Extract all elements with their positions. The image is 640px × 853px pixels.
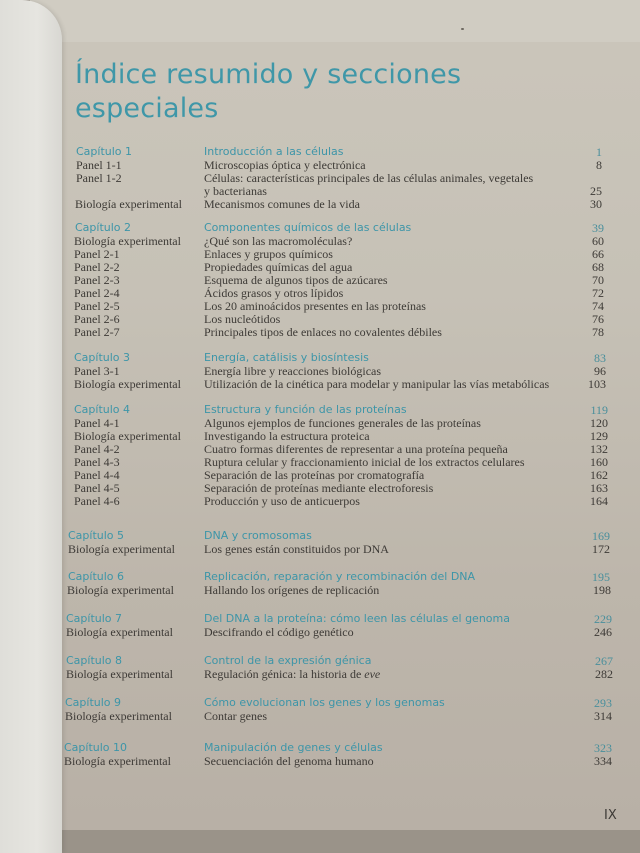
toc-entry bbox=[64, 626, 624, 639]
chapter-title: Del DNA a la proteína: cómo leen las células el genoma bbox=[204, 612, 510, 625]
entry-label: Biología experimental bbox=[74, 377, 181, 391]
page-bottom-shadow bbox=[30, 830, 640, 853]
entry-page: 120 bbox=[590, 416, 608, 430]
entry-page: 163 bbox=[590, 481, 608, 495]
chapter-label: Capítulo 7 bbox=[66, 612, 123, 625]
entry-text-italic: eve bbox=[364, 667, 381, 681]
entry-text: Principales tipos de enlaces no covalentes débiles bbox=[204, 325, 442, 339]
entry-text: Separación de proteínas mediante electroforesis bbox=[204, 481, 434, 495]
entry-label: Panel 2-7 bbox=[74, 325, 120, 339]
entry-text: Los nucleótidos bbox=[204, 312, 281, 326]
page-top-highlight bbox=[30, 0, 640, 42]
entry-label: Biología experimental bbox=[74, 429, 181, 443]
entry-page: 162 bbox=[590, 468, 608, 482]
toc-entry bbox=[64, 755, 624, 768]
entry-text: Los genes están constituidos por DNA bbox=[204, 542, 389, 556]
toc-entry bbox=[64, 710, 624, 723]
entry-text-continued: y bacterianas bbox=[204, 184, 267, 198]
chapter-label: Capítulo 9 bbox=[65, 696, 122, 709]
entry-label: Biología experimental bbox=[75, 197, 182, 211]
chapter-title: Energía, catálisis y biosíntesis bbox=[204, 351, 369, 364]
entry-text: Utilización de la cinética para modelar y manipular las vías metabólicas bbox=[204, 377, 550, 391]
entry-page: 334 bbox=[594, 754, 612, 768]
chapter-heading bbox=[64, 654, 624, 668]
entry-page: 198 bbox=[593, 583, 611, 597]
entry-label: Panel 4-5 bbox=[74, 481, 120, 495]
chapter-3-section bbox=[64, 351, 624, 391]
chapter-title: Componentes químicos de las células bbox=[204, 221, 412, 234]
chapter-title: DNA y cromosomas bbox=[204, 529, 312, 542]
chapter-heading bbox=[64, 145, 624, 159]
entry-label: Panel 1-2 bbox=[76, 171, 122, 185]
entry-page: 132 bbox=[590, 442, 608, 456]
chapter-title: Replicación, reparación y recombinación del DNA bbox=[204, 570, 476, 583]
chapter-page: 293 bbox=[594, 696, 612, 710]
entry-text: Esquema de algunos tipos de azúcares bbox=[204, 273, 388, 287]
chapter-label: Capítulo 10 bbox=[64, 741, 128, 754]
toc-entry bbox=[64, 300, 624, 313]
entry-page: 66 bbox=[592, 247, 604, 261]
entry-label: Panel 2-1 bbox=[74, 247, 120, 261]
entry-page: 103 bbox=[588, 377, 606, 391]
entry-text-roman: Regulación génica: la historia de bbox=[204, 667, 365, 681]
toc-entry bbox=[64, 172, 624, 185]
entry-label: Panel 4-3 bbox=[74, 455, 120, 469]
entry-page: 314 bbox=[594, 709, 612, 723]
chapter-title: Cómo evolucionan los genes y los genomas bbox=[204, 696, 445, 709]
entry-label: Biología experimental bbox=[66, 625, 173, 639]
entry-page: 129 bbox=[590, 429, 608, 443]
toc-entry bbox=[64, 235, 624, 248]
chapter-2-section bbox=[64, 221, 624, 339]
chapter-heading bbox=[64, 351, 624, 365]
entry-label: Panel 2-2 bbox=[74, 260, 120, 274]
chapter-label: Capítulo 2 bbox=[75, 221, 132, 234]
entry-text: Algunos ejemplos de funciones generales de las proteínas bbox=[204, 416, 481, 430]
chapter-heading bbox=[64, 741, 624, 755]
entry-text: Hallando los orígenes de replicación bbox=[204, 583, 380, 597]
entry-page: 76 bbox=[592, 312, 604, 326]
chapter-title: Manipulación de genes y células bbox=[204, 741, 383, 754]
entry-text: Mecanismos comunes de la vida bbox=[204, 197, 360, 211]
chapter-label: Capítulo 1 bbox=[76, 145, 133, 158]
entry-label: Biología experimental bbox=[64, 754, 171, 768]
entry-text: Ácidos grasos y otros lípidos bbox=[204, 286, 344, 300]
entry-text: Descifrando el código genético bbox=[204, 625, 354, 639]
chapter-page: 323 bbox=[594, 741, 612, 755]
toc-entry bbox=[64, 274, 624, 287]
chapter-page: 195 bbox=[592, 570, 610, 584]
entry-text: Microscopias óptica y electrónica bbox=[204, 158, 366, 172]
chapter-heading bbox=[64, 612, 624, 626]
entry-text: Secuenciación del genoma humano bbox=[204, 754, 374, 768]
entry-text: Propiedades químicas del agua bbox=[204, 260, 353, 274]
toc-entry bbox=[64, 495, 624, 508]
chapter-7-section bbox=[64, 612, 624, 639]
chapter-page: 1 bbox=[596, 145, 602, 159]
chapter-heading bbox=[64, 221, 624, 235]
chapter-title: Control de la expresión génica bbox=[204, 654, 372, 667]
entry-text: ¿Qué son las macromoléculas? bbox=[204, 234, 353, 248]
page-title bbox=[75, 58, 575, 126]
entry-text: Células: características principales de las células animales, vegetales bbox=[204, 171, 534, 185]
entry-label: Panel 4-2 bbox=[74, 442, 120, 456]
toc-entry bbox=[64, 326, 624, 339]
entry-text: Cuatro formas diferentes de representar a una proteína pequeña bbox=[204, 442, 508, 456]
turned-page-edge bbox=[0, 0, 62, 853]
entry-page: 246 bbox=[594, 625, 612, 639]
chapter-1-section bbox=[64, 145, 624, 211]
chapter-page: 83 bbox=[594, 351, 606, 365]
entry-page: 282 bbox=[595, 667, 613, 681]
toc-entry bbox=[64, 198, 624, 211]
entry-label: Panel 4-6 bbox=[74, 494, 120, 508]
chapter-page: 119 bbox=[590, 403, 608, 417]
toc-entry bbox=[64, 584, 624, 597]
entry-page: 164 bbox=[590, 494, 608, 508]
entry-page: 60 bbox=[592, 234, 604, 248]
entry-page: 68 bbox=[592, 260, 604, 274]
page-title-line-1: Índice resumido y secciones bbox=[75, 59, 462, 90]
entry-label: Biología experimental bbox=[74, 234, 181, 248]
entry-label: Panel 2-3 bbox=[74, 273, 120, 287]
paper-speck bbox=[461, 28, 464, 30]
entry-text: Contar genes bbox=[204, 709, 267, 723]
entry-page: 70 bbox=[592, 273, 604, 287]
entry-page: 25 bbox=[590, 184, 602, 198]
chapter-page: 39 bbox=[592, 221, 604, 235]
chapter-5-section bbox=[64, 529, 624, 556]
entry-text: Ruptura celular y fraccionamiento inicial de los extractos celulares bbox=[204, 455, 525, 469]
entry-label: Biología experimental bbox=[65, 709, 172, 723]
chapter-heading bbox=[64, 529, 624, 543]
chapter-label: Capítulo 6 bbox=[68, 570, 125, 583]
entry-label: Panel 2-6 bbox=[74, 312, 120, 326]
entry-page: 172 bbox=[592, 542, 610, 556]
chapter-label: Capítulo 4 bbox=[74, 403, 131, 416]
entry-text: Enlaces y grupos químicos bbox=[204, 247, 333, 261]
entry-label: Panel 3-1 bbox=[74, 364, 120, 378]
chapter-heading bbox=[64, 403, 624, 417]
chapter-6-section bbox=[64, 570, 624, 597]
entry-page: 8 bbox=[596, 158, 602, 172]
entry-page: 74 bbox=[592, 299, 604, 313]
entry-text: Producción y uso de anticuerpos bbox=[204, 494, 360, 508]
entry-page: 96 bbox=[594, 364, 606, 378]
page-number: IX bbox=[604, 808, 617, 823]
entry-label: Panel 4-4 bbox=[74, 468, 120, 482]
chapter-8-section bbox=[64, 654, 624, 681]
chapter-heading bbox=[64, 570, 624, 584]
toc-entry bbox=[64, 378, 624, 391]
page-title-line-2: especiales bbox=[75, 93, 219, 124]
chapter-label: Capítulo 3 bbox=[74, 351, 131, 364]
entry-page: 72 bbox=[592, 286, 604, 300]
entry-text: Separación de las proteínas por cromatografía bbox=[204, 468, 425, 482]
entry-text: Investigando la estructura proteica bbox=[204, 429, 370, 443]
chapter-heading bbox=[64, 696, 624, 710]
entry-text: Los 20 aminoácidos presentes en las proteínas bbox=[204, 299, 426, 313]
entry-label: Biología experimental bbox=[67, 583, 174, 597]
toc-entry bbox=[64, 543, 624, 556]
chapter-page: 229 bbox=[594, 612, 612, 626]
entry-page: 160 bbox=[590, 455, 608, 469]
entry-label: Panel 4-1 bbox=[74, 416, 120, 430]
entry-label: Panel 2-5 bbox=[74, 299, 120, 313]
entry-page: 78 bbox=[592, 325, 604, 339]
chapter-9-section bbox=[64, 696, 624, 723]
chapter-label: Capítulo 8 bbox=[66, 654, 123, 667]
chapter-page: 169 bbox=[592, 529, 610, 543]
chapter-4-section bbox=[64, 403, 624, 508]
entry-text: Energía libre y reacciones biológicas bbox=[204, 364, 382, 378]
chapter-title: Estructura y función de las proteínas bbox=[204, 403, 407, 416]
entry-label: Panel 1-1 bbox=[76, 158, 122, 172]
toc-entry bbox=[64, 668, 624, 681]
chapter-page: 267 bbox=[595, 654, 613, 668]
entry-text bbox=[204, 668, 380, 681]
entry-label: Panel 2-4 bbox=[74, 286, 120, 300]
chapter-label: Capítulo 5 bbox=[68, 529, 125, 542]
entry-label: Biología experimental bbox=[66, 667, 173, 681]
chapter-10-section bbox=[64, 741, 624, 768]
entry-page: 30 bbox=[590, 197, 602, 211]
entry-label: Biología experimental bbox=[68, 542, 175, 556]
chapter-title: Introducción a las células bbox=[204, 145, 344, 158]
